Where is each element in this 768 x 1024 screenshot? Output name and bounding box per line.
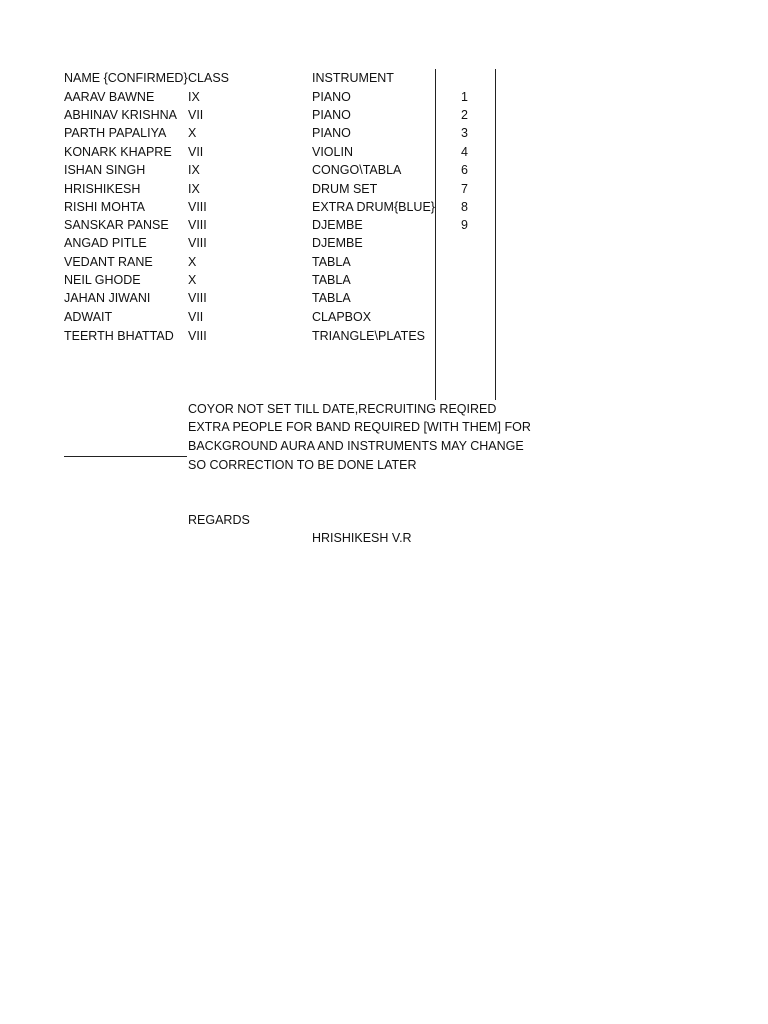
row-class: X [188, 273, 197, 287]
note-line: BACKGROUND AURA AND INSTRUMENTS MAY CHANGE [188, 439, 524, 453]
row-class: VII [188, 145, 204, 159]
row-number: 3 [461, 126, 468, 140]
row-name: HRISHIKESH [64, 182, 141, 196]
cell-underline [64, 456, 187, 457]
note-line: COYOR NOT SET TILL DATE,RECRUITING REQIRED [188, 402, 497, 416]
row-name: ABHINAV KRISHNA [64, 108, 177, 122]
row-name: ISHAN SINGH [64, 163, 146, 177]
row-name: TEERTH BHATTAD [64, 329, 174, 343]
row-number: 6 [461, 163, 468, 177]
row-class: IX [188, 163, 200, 177]
row-instrument: TRIANGLE\PLATES [312, 329, 425, 343]
header-instrument: INSTRUMENT [312, 71, 394, 85]
row-name: JAHAN JIWANI [64, 291, 151, 305]
header-class: CLASS [188, 71, 229, 85]
row-instrument: PIANO [312, 108, 351, 122]
row-instrument: TABLA [312, 291, 351, 305]
row-number: 7 [461, 182, 468, 196]
row-class: X [188, 126, 197, 140]
row-instrument: TABLA [312, 255, 351, 269]
row-instrument: PIANO [312, 126, 351, 140]
column-border-left [435, 69, 436, 400]
row-name: NEIL GHODE [64, 273, 141, 287]
row-class: IX [188, 182, 200, 196]
row-class: VII [188, 310, 204, 324]
row-number: 9 [461, 218, 468, 232]
header-name: NAME {CONFIRMED} [64, 71, 188, 85]
note-line: SO CORRECTION TO BE DONE LATER [188, 458, 417, 472]
row-class: VIII [188, 291, 207, 305]
row-class: VIII [188, 218, 207, 232]
row-instrument: TABLA [312, 273, 351, 287]
signature-text: HRISHIKESH V.R [312, 531, 412, 545]
row-name: RISHI MOHTA [64, 200, 146, 214]
row-class: X [188, 255, 197, 269]
row-number: 4 [461, 145, 468, 159]
row-class: VIII [188, 329, 207, 343]
row-number: 8 [461, 200, 468, 214]
row-instrument: DRUM SET [312, 182, 378, 196]
row-name: KONARK KHAPRE [64, 145, 172, 159]
column-border-right [495, 69, 496, 400]
row-name: ADWAIT [64, 310, 113, 324]
row-class: VIII [188, 236, 207, 250]
row-instrument: VIOLIN [312, 145, 353, 159]
row-instrument: CLAPBOX [312, 310, 372, 324]
row-class: VII [188, 108, 204, 122]
row-class: VIII [188, 200, 207, 214]
row-instrument: DJEMBE [312, 236, 363, 250]
row-number: 1 [461, 90, 468, 104]
row-instrument: DJEMBE [312, 218, 363, 232]
row-number: 2 [461, 108, 468, 122]
row-name: SANSKAR PANSE [64, 218, 169, 232]
row-name: ANGAD PITLE [64, 236, 147, 250]
note-line: EXTRA PEOPLE FOR BAND REQUIRED [WITH THEM] FOR [188, 420, 531, 434]
row-instrument: CONGO\TABLA [312, 163, 402, 177]
row-name: VEDANT RANE [64, 255, 153, 269]
row-class: IX [188, 90, 200, 104]
regards-text: REGARDS [188, 513, 250, 527]
row-name: AARAV BAWNE [64, 90, 155, 104]
row-instrument: PIANO [312, 90, 351, 104]
row-instrument: EXTRA DRUM{BLUE} [312, 200, 435, 214]
row-name: PARTH PAPALIYA [64, 126, 167, 140]
